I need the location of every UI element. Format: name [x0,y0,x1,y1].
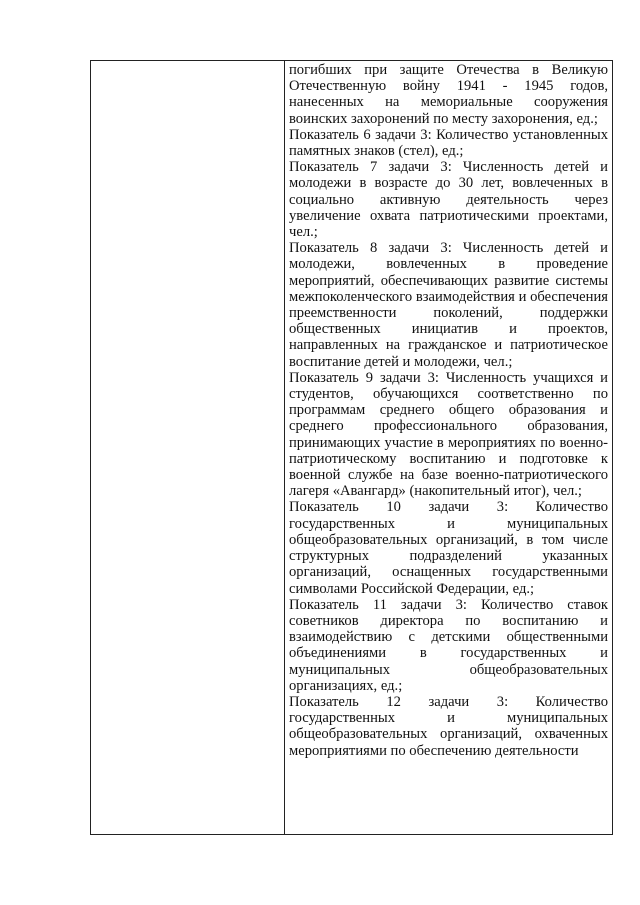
table-left-cell [91,61,285,834]
paragraph-indicator-12: Показатель 12 задачи 3: Количество государственных и муниципальных общеобразовательных организаций, охваченных мероприятиями по обеспечению деятельности [289,693,608,759]
paragraph-indicator-5-continued: погибших при защите Отечества в Великую Отечественную войну 1941 - 1945 годов, нанесенных на мемориальные сооружения воинских захоронений по месту захоронения, ед.; [289,62,608,127]
paragraph-indicator-7: Показатель 7 задачи 3: Численность детей и молодежи в возрасте до 30 лет, вовлеченных в социально активную деятельность через увеличение охвата патриотическими проектами, чел.; [289,159,608,241]
document-table [90,60,613,835]
paragraph-indicator-11: Показатель 11 задачи 3: Количество ставок советников директора по воспитанию и взаимодействию с детскими общественными объединениями в государственных и муниципальных общеобразовательных организациях, ед.; [289,596,608,694]
table-right-cell [285,61,612,834]
paragraph-indicator-9: Показатель 9 задачи 3: Численность учащихся и студентов, обучающихся соответственно по программам среднего общего образования и среднего профессионального образования, принимающих участие в мероприятиях по военно-патриотическому воспитанию и подготовке к военной службе на базе военно-патриотического лагеря «Авангард» (накопительный итог), чел.; [289,369,608,500]
paragraph-indicator-10: Показатель 10 задачи 3: Количество государственных и муниципальных общеобразовательных организаций, в том числе структурных подразделений указанных организаций, оснащенных государственными символами Российской Федерации, ед.; [289,499,608,597]
paragraph-indicator-6: Показатель 6 задачи 3: Количество установленных памятных знаков (стел), ед.; [289,126,608,160]
paragraph-indicator-8: Показатель 8 задачи 3: Численность детей и молодежи, вовлеченных в проведение мероприятий, обеспечивающих развитие системы межпоколенческого взаимодействия и обеспечения преемственности поколений, поддержки общественных инициатив и проектов, направленных на гражданское и патриотическое воспитание детей и молодежи, чел.; [289,240,608,370]
